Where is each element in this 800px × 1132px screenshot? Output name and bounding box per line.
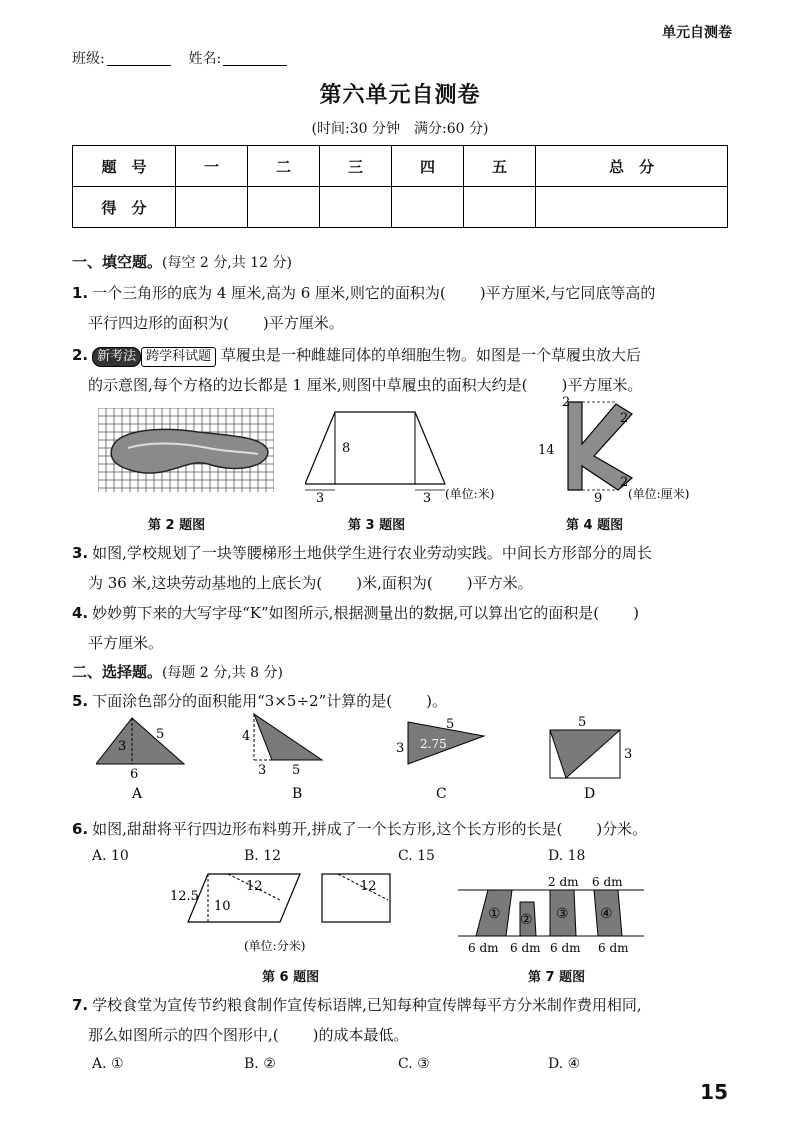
fig7-bottom-label-1: 6 dm xyxy=(468,941,499,955)
fig5b-base2-label: 5 xyxy=(292,763,301,778)
score-cell[interactable] xyxy=(536,187,728,228)
figure-3-caption: 第 3 题图 xyxy=(348,518,406,533)
section-1-title: 一、填空题。 xyxy=(72,253,163,271)
question-number: 5. xyxy=(72,692,89,710)
class-name-fields xyxy=(72,48,287,68)
question-text: 为 36 米,这块劳动基地的上底长为( xyxy=(88,574,323,592)
fig7-bottom-label-3: 6 dm xyxy=(550,941,581,955)
option-b-label: B xyxy=(292,786,303,802)
section-1-heading xyxy=(72,251,292,272)
question-1 xyxy=(72,278,732,338)
class-label: 班级: xyxy=(72,51,105,67)
score-header-cell: 二 xyxy=(248,146,320,187)
option-c-label: C xyxy=(436,786,447,802)
score-cell[interactable] xyxy=(248,187,320,228)
fig7-top-label-2: 6 dm xyxy=(592,875,623,889)
option-d-figure[interactable] xyxy=(550,715,632,802)
option-a-figure[interactable] xyxy=(96,718,184,802)
question-text: 平行四边形的面积为( xyxy=(88,314,229,332)
question-2 xyxy=(72,340,732,400)
figure-7-signs xyxy=(458,872,648,958)
section-2-title: 二、选择题。 xyxy=(72,663,163,681)
question-text: )平方厘米。 xyxy=(262,314,344,332)
option-a-label: A xyxy=(132,786,143,802)
figure-7-caption: 第 7 题图 xyxy=(528,970,586,985)
question-text: )平方厘米,与它同底等高的 xyxy=(479,284,656,302)
score-header-cell: 五 xyxy=(464,146,536,187)
question-7 xyxy=(72,990,732,1050)
q7-option-c[interactable]: C. ③ xyxy=(398,1056,430,1072)
score-table-header-row xyxy=(73,146,728,187)
question-text: ) xyxy=(633,604,639,622)
option-b-figure[interactable] xyxy=(242,714,322,802)
score-table-score-row xyxy=(73,187,728,228)
figure-6-parallelogram xyxy=(168,870,408,956)
question-3 xyxy=(72,538,732,598)
fig4-unit-label: (单位:厘米) xyxy=(628,487,690,501)
figure-6-caption: 第 6 题图 xyxy=(262,970,320,985)
question-number: 3. xyxy=(72,544,89,562)
score-cell[interactable] xyxy=(320,187,392,228)
sign-3-label: ③ xyxy=(556,906,569,922)
question-text: 下面涂色部分的面积能用“3×5÷2”计算的是( xyxy=(92,692,393,710)
question-4 xyxy=(72,598,732,658)
figure-3-trapezoid xyxy=(305,406,515,502)
question-text: 如图,甜甜将平行四边形布料剪开,拼成了一个长方形,这个长方形的长是( xyxy=(92,820,563,838)
question-text: )平方米。 xyxy=(466,574,533,592)
question-text: 学校食堂为宣传节约粮食制作宣传标语牌,已知每种宣传牌每平方分米制作费用相同, xyxy=(92,996,642,1014)
question-text: 平方厘米。 xyxy=(88,634,164,652)
fig5c-side-label: 3 xyxy=(396,741,405,756)
fig4-height-label: 14 xyxy=(538,443,555,458)
score-header-cell: 题 号 xyxy=(73,146,176,187)
question-text: 一个三角形的底为 4 厘米,高为 6 厘米,则它的面积为( xyxy=(92,284,446,302)
score-table xyxy=(72,145,728,228)
fig6-diag-label: 12 xyxy=(246,879,263,894)
class-blank[interactable] xyxy=(107,51,171,66)
question-text: )米,面积为( xyxy=(356,574,433,592)
question-text: )平方厘米。 xyxy=(561,376,643,394)
score-header-cell: 一 xyxy=(176,146,248,187)
q6-option-d[interactable]: D. 18 xyxy=(548,848,586,864)
q7-option-a[interactable]: A. ① xyxy=(92,1056,124,1072)
name-blank[interactable] xyxy=(223,51,287,66)
cross-subject-tag: 跨学科试题 xyxy=(141,347,216,367)
question-6 xyxy=(72,814,732,844)
score-cell[interactable] xyxy=(392,187,464,228)
fig3-left-base-label: 3 xyxy=(315,491,325,502)
new-method-tag: 新考法 xyxy=(92,347,141,367)
score-row-label: 得 分 xyxy=(73,187,176,228)
fig7-bottom-label-2: 6 dm xyxy=(510,941,541,955)
fig5a-base-label: 6 xyxy=(130,767,139,782)
option-d-label: D xyxy=(584,786,596,802)
q6-option-a[interactable]: A. 10 xyxy=(92,848,129,864)
figure-2-grid xyxy=(98,408,274,492)
fig5d-right-label: 3 xyxy=(624,747,633,762)
score-cell[interactable] xyxy=(176,187,248,228)
question-text: 的示意图,每个方格的边长都是 1 厘米,则图中草履虫的面积大约是( xyxy=(88,376,528,394)
fig6-unit-label: (单位:分米) xyxy=(244,939,306,953)
score-cell[interactable] xyxy=(464,187,536,228)
sign-2-label: ② xyxy=(520,912,533,928)
option-c-figure[interactable] xyxy=(396,717,484,802)
fig7-top-label-1: 2 dm xyxy=(548,875,579,889)
score-header-cell: 三 xyxy=(320,146,392,187)
question-text: 那么如图所示的四个图形中,( xyxy=(88,1026,279,1044)
question-text: )分米。 xyxy=(596,820,648,838)
q7-option-d[interactable]: D. ④ xyxy=(548,1056,581,1072)
fig5d-top-label: 5 xyxy=(578,715,587,730)
figure-4-caption: 第 4 题图 xyxy=(566,518,624,533)
page-subtitle: (时间:30 分钟 满分:60 分) xyxy=(311,121,489,137)
fig7-bottom-label-4: 6 dm xyxy=(598,941,629,955)
fig5b-height-label: 4 xyxy=(242,729,251,744)
figure-2-caption: 第 2 题图 xyxy=(148,518,206,533)
fig5c-middle-label: 2.75 xyxy=(420,737,447,751)
fig4-top-label: 2 xyxy=(562,395,571,410)
fig5b-base1-label: 3 xyxy=(258,763,267,778)
sign-1-label: ① xyxy=(488,906,501,922)
question-number: 1. xyxy=(72,284,89,302)
q6-option-c[interactable]: C. 15 xyxy=(398,848,435,864)
fig4-bottom-label: 9 xyxy=(594,491,603,506)
section-2-heading xyxy=(72,661,283,682)
fig5a-side-label: 5 xyxy=(156,727,165,742)
fig5c-top-label: 5 xyxy=(446,717,455,732)
section-1-note: (每空 2 分,共 12 分) xyxy=(162,255,292,271)
sign-4-label: ④ xyxy=(600,906,613,922)
fig4-bottom-right-label: 2 xyxy=(620,475,629,490)
q7-option-b[interactable]: B. ② xyxy=(244,1056,276,1072)
fig3-right-base-label: 3 xyxy=(422,491,432,502)
q6-option-b[interactable]: B. 12 xyxy=(244,848,282,864)
name-label: 姓名: xyxy=(188,51,222,67)
question-text: )的成本最低。 xyxy=(312,1026,409,1044)
fig6-side-label: 12.5 xyxy=(170,889,199,904)
fig6-rect-label: 12 xyxy=(360,879,377,894)
question-number: 7. xyxy=(72,996,89,1014)
question-text: 草履虫是一种雌雄同体的单细胞生物。如图是一个草履虫放大后 xyxy=(220,346,641,364)
fig6-height-label: 10 xyxy=(214,899,231,914)
figure-4-letter-k xyxy=(536,392,726,506)
fig5a-height-label: 3 xyxy=(118,739,127,754)
page-title: 第六单元自测卷 xyxy=(319,83,481,108)
question-number: 2. xyxy=(72,346,89,364)
question-5-figures xyxy=(96,712,656,804)
question-number: 6. xyxy=(72,820,89,838)
page-number: 15 xyxy=(700,1080,728,1104)
fig4-right-label: 2 xyxy=(620,411,629,426)
question-number: 4. xyxy=(72,604,89,622)
section-2-note: (每题 2 分,共 8 分) xyxy=(162,665,284,681)
score-header-cell: 四 xyxy=(392,146,464,187)
score-header-cell: 总 分 xyxy=(536,146,728,187)
fig3-unit-label: (单位:米) xyxy=(445,487,495,501)
question-text: 如图,学校规划了一块等腰梯形土地供学生进行农业劳动实践。中间长方形部分的周长 xyxy=(92,544,652,562)
fig3-height-label: 8 xyxy=(342,441,351,456)
paramecium-shape xyxy=(111,429,268,473)
question-text: 妙妙剪下来的大写字母“K”如图所示,根据测量出的数据,可以算出它的面积是( xyxy=(92,604,600,622)
page-corner-label: 单元自测卷 xyxy=(662,25,732,41)
question-text: )。 xyxy=(426,692,447,710)
